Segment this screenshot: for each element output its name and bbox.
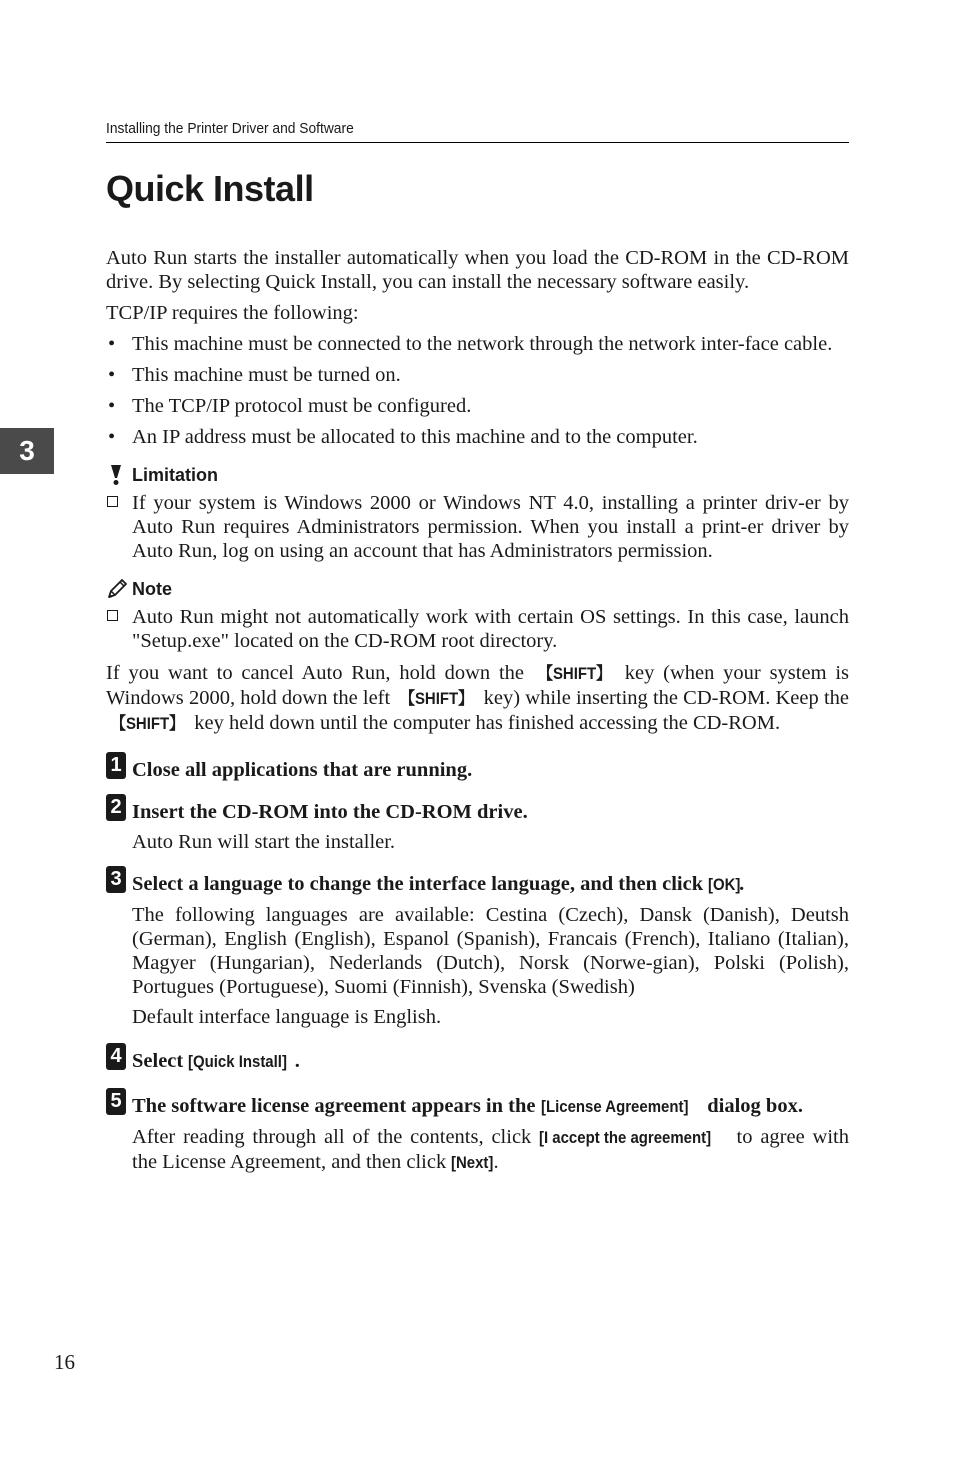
step-number-badge: 4 bbox=[106, 1043, 126, 1070]
step-instruction: The software license agreement appears in the [License Agreement] dialog box. bbox=[132, 1095, 803, 1117]
list-item: If your system is Windows 2000 or Windows NT 4.0, installing a printer driv-er by Auto Run requires Administrators permission. When you install a print-er driver by Auto Run, log on using an account that has Administrators permission. bbox=[106, 491, 849, 563]
page-title: Quick Install bbox=[106, 168, 314, 209]
step-instruction: Close all applications that are running. bbox=[132, 759, 473, 781]
exclamation-icon bbox=[106, 464, 126, 486]
shift-key-label: 【SHIFT】 bbox=[400, 689, 474, 708]
step-4 bbox=[106, 1045, 849, 1074]
step-number-badge: 1 bbox=[106, 752, 126, 779]
requirements-intro: TCP/IP requires the following: bbox=[106, 302, 359, 324]
license-agreement-dialog-ref: [License Agreement] bbox=[540, 1097, 689, 1116]
cancel-instructions: If you want to cancel Auto Run, hold down the 【SHIFT】 key (when your system is Windows 2000, hold down the left 【SHIFT】 key) while inserting the CD-ROM. Keep the 【SHIFT】 key held down until the computer has finished accessing the CD-ROM. bbox=[106, 662, 849, 734]
page-body bbox=[106, 246, 849, 1181]
accept-agreement-button-ref: [I accept the agreement] bbox=[539, 1128, 712, 1147]
page-number: 16 bbox=[54, 1350, 75, 1374]
limitation-label: Limitation bbox=[132, 465, 218, 485]
step-number-badge: 5 bbox=[106, 1088, 126, 1115]
step-5 bbox=[106, 1090, 849, 1119]
note-list bbox=[106, 605, 849, 653]
step-2 bbox=[106, 796, 849, 824]
step-instruction: Select [Quick Install] . bbox=[132, 1050, 300, 1072]
pencil-icon bbox=[106, 578, 126, 600]
list-item: • This machine must be connected to the network through the network inter-face cable. bbox=[106, 332, 849, 356]
header-rule bbox=[106, 142, 849, 143]
shift-key-label: 【SHIFT】 bbox=[537, 664, 611, 683]
quick-install-button-ref: [Quick Install] bbox=[188, 1052, 288, 1071]
step-3 bbox=[106, 868, 849, 897]
limitation-heading bbox=[106, 463, 849, 487]
chapter-tab: 3 bbox=[0, 428, 54, 474]
step-number-badge: 2 bbox=[106, 794, 126, 821]
note-heading bbox=[106, 577, 849, 601]
step-instruction: Select a language to change the interface language, and then click [OK]. bbox=[132, 873, 745, 895]
limitation-list bbox=[106, 491, 849, 563]
step-description: The following languages are available: Cestina (Czech), Dansk (Danish), Deutsh (German), English (English), Espanol (Spanish), Francais (French), Italiano (Italian), Magyer (Hungarian), Nederlands (Dutch), Norsk (Norwe-gian), Polski (Polish), Portugues (Portuguese), Suomi (Finnish), Svenska (Swedish) bbox=[132, 904, 849, 998]
step-1 bbox=[106, 754, 849, 782]
requirements-list bbox=[106, 332, 849, 449]
shift-key-label: 【SHIFT】 bbox=[110, 714, 185, 733]
list-item: • The TCP/IP protocol must be configured. bbox=[106, 394, 849, 418]
list-item: • This machine must be turned on. bbox=[106, 363, 849, 387]
list-item: • An IP address must be allocated to this machine and to the computer. bbox=[106, 425, 849, 449]
step-instruction: Insert the CD-ROM into the CD-ROM drive. bbox=[132, 801, 528, 823]
running-header: Installing the Printer Driver and Software bbox=[106, 120, 354, 137]
checkbox-bullet-icon bbox=[107, 610, 118, 621]
step-description: Auto Run will start the installer. bbox=[132, 831, 396, 853]
next-button-ref: [Next] bbox=[451, 1153, 494, 1172]
note-label: Note bbox=[132, 579, 172, 599]
list-item: Auto Run might not automatically work with certain OS settings. In this case, launch "Setup.exe" located on the CD-ROM root directory. bbox=[106, 605, 849, 653]
ok-button-ref: [OK] bbox=[708, 875, 741, 894]
checkbox-bullet-icon bbox=[107, 496, 118, 507]
step-description: After reading through all of the contents, click [I accept the agreement] to agree with the License Agreement, and then click [Next]. bbox=[132, 1126, 849, 1173]
intro-paragraph: Auto Run starts the installer automatically when you load the CD-ROM in the CD-ROM drive. By selecting Quick Install, you can install the necessary software easily. bbox=[106, 247, 849, 293]
step-number-badge: 3 bbox=[106, 866, 126, 893]
step-description: Default interface language is English. bbox=[132, 1006, 442, 1028]
